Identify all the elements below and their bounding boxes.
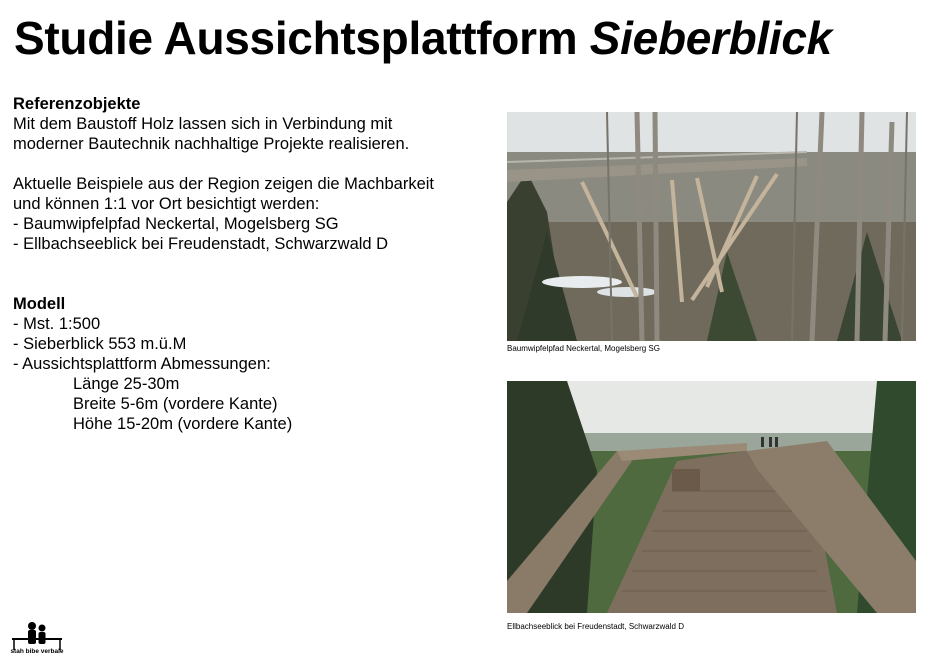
referenz-line: moderner Bautechnik nachhaltige Projekte realisieren. — [13, 135, 410, 153]
page-title-italic: Sieberblick — [589, 12, 832, 64]
logo-text: stah bibe verbale — [10, 648, 64, 655]
referenz-line: - Ellbachseeblick bei Freudenstadt, Schwarzwald D — [13, 235, 389, 253]
modell-line: - Sieberblick 553 m.ü.M — [13, 335, 187, 353]
photo-ellbachseeblick — [507, 381, 916, 613]
spacer — [13, 254, 483, 294]
referenz-line: und können 1:1 vor Ort besichtigt werden: — [13, 195, 320, 213]
logo-figures-icon — [10, 620, 64, 650]
logo — [10, 620, 64, 662]
photo-baumwipfelpfad — [507, 112, 916, 341]
spacer — [13, 154, 483, 174]
page-title-main: Studie Aussichtsplattform — [14, 12, 578, 64]
caption-photo1: Baumwipfelpfad Neckertal, Mogelsberg SG — [507, 344, 660, 353]
caption-photo2: Ellbachseeblick bei Freudenstadt, Schwarzwald D — [507, 622, 684, 631]
text-column — [13, 94, 483, 434]
referenz-line: Mit dem Baustoff Holz lassen sich in Verbindung mit — [13, 115, 393, 133]
modell-dimension: Breite 5-6m (vordere Kante) — [73, 395, 278, 413]
modell-dimension: Höhe 15-20m (vordere Kante) — [73, 415, 293, 433]
referenz-line: - Baumwipfelpfad Neckertal, Mogelsberg SG — [13, 215, 339, 233]
modell-heading: Modell — [13, 295, 66, 313]
page-title — [14, 10, 832, 66]
modell-line: - Aussichtsplattform Abmessungen: — [13, 355, 271, 373]
modell-dimension: Länge 25-30m — [73, 375, 180, 393]
modell-line: - Mst. 1:500 — [13, 315, 101, 333]
referenz-line: Aktuelle Beispiele aus der Region zeigen die Machbarkeit — [13, 175, 434, 193]
referenz-heading: Referenzobjekte — [13, 95, 141, 113]
